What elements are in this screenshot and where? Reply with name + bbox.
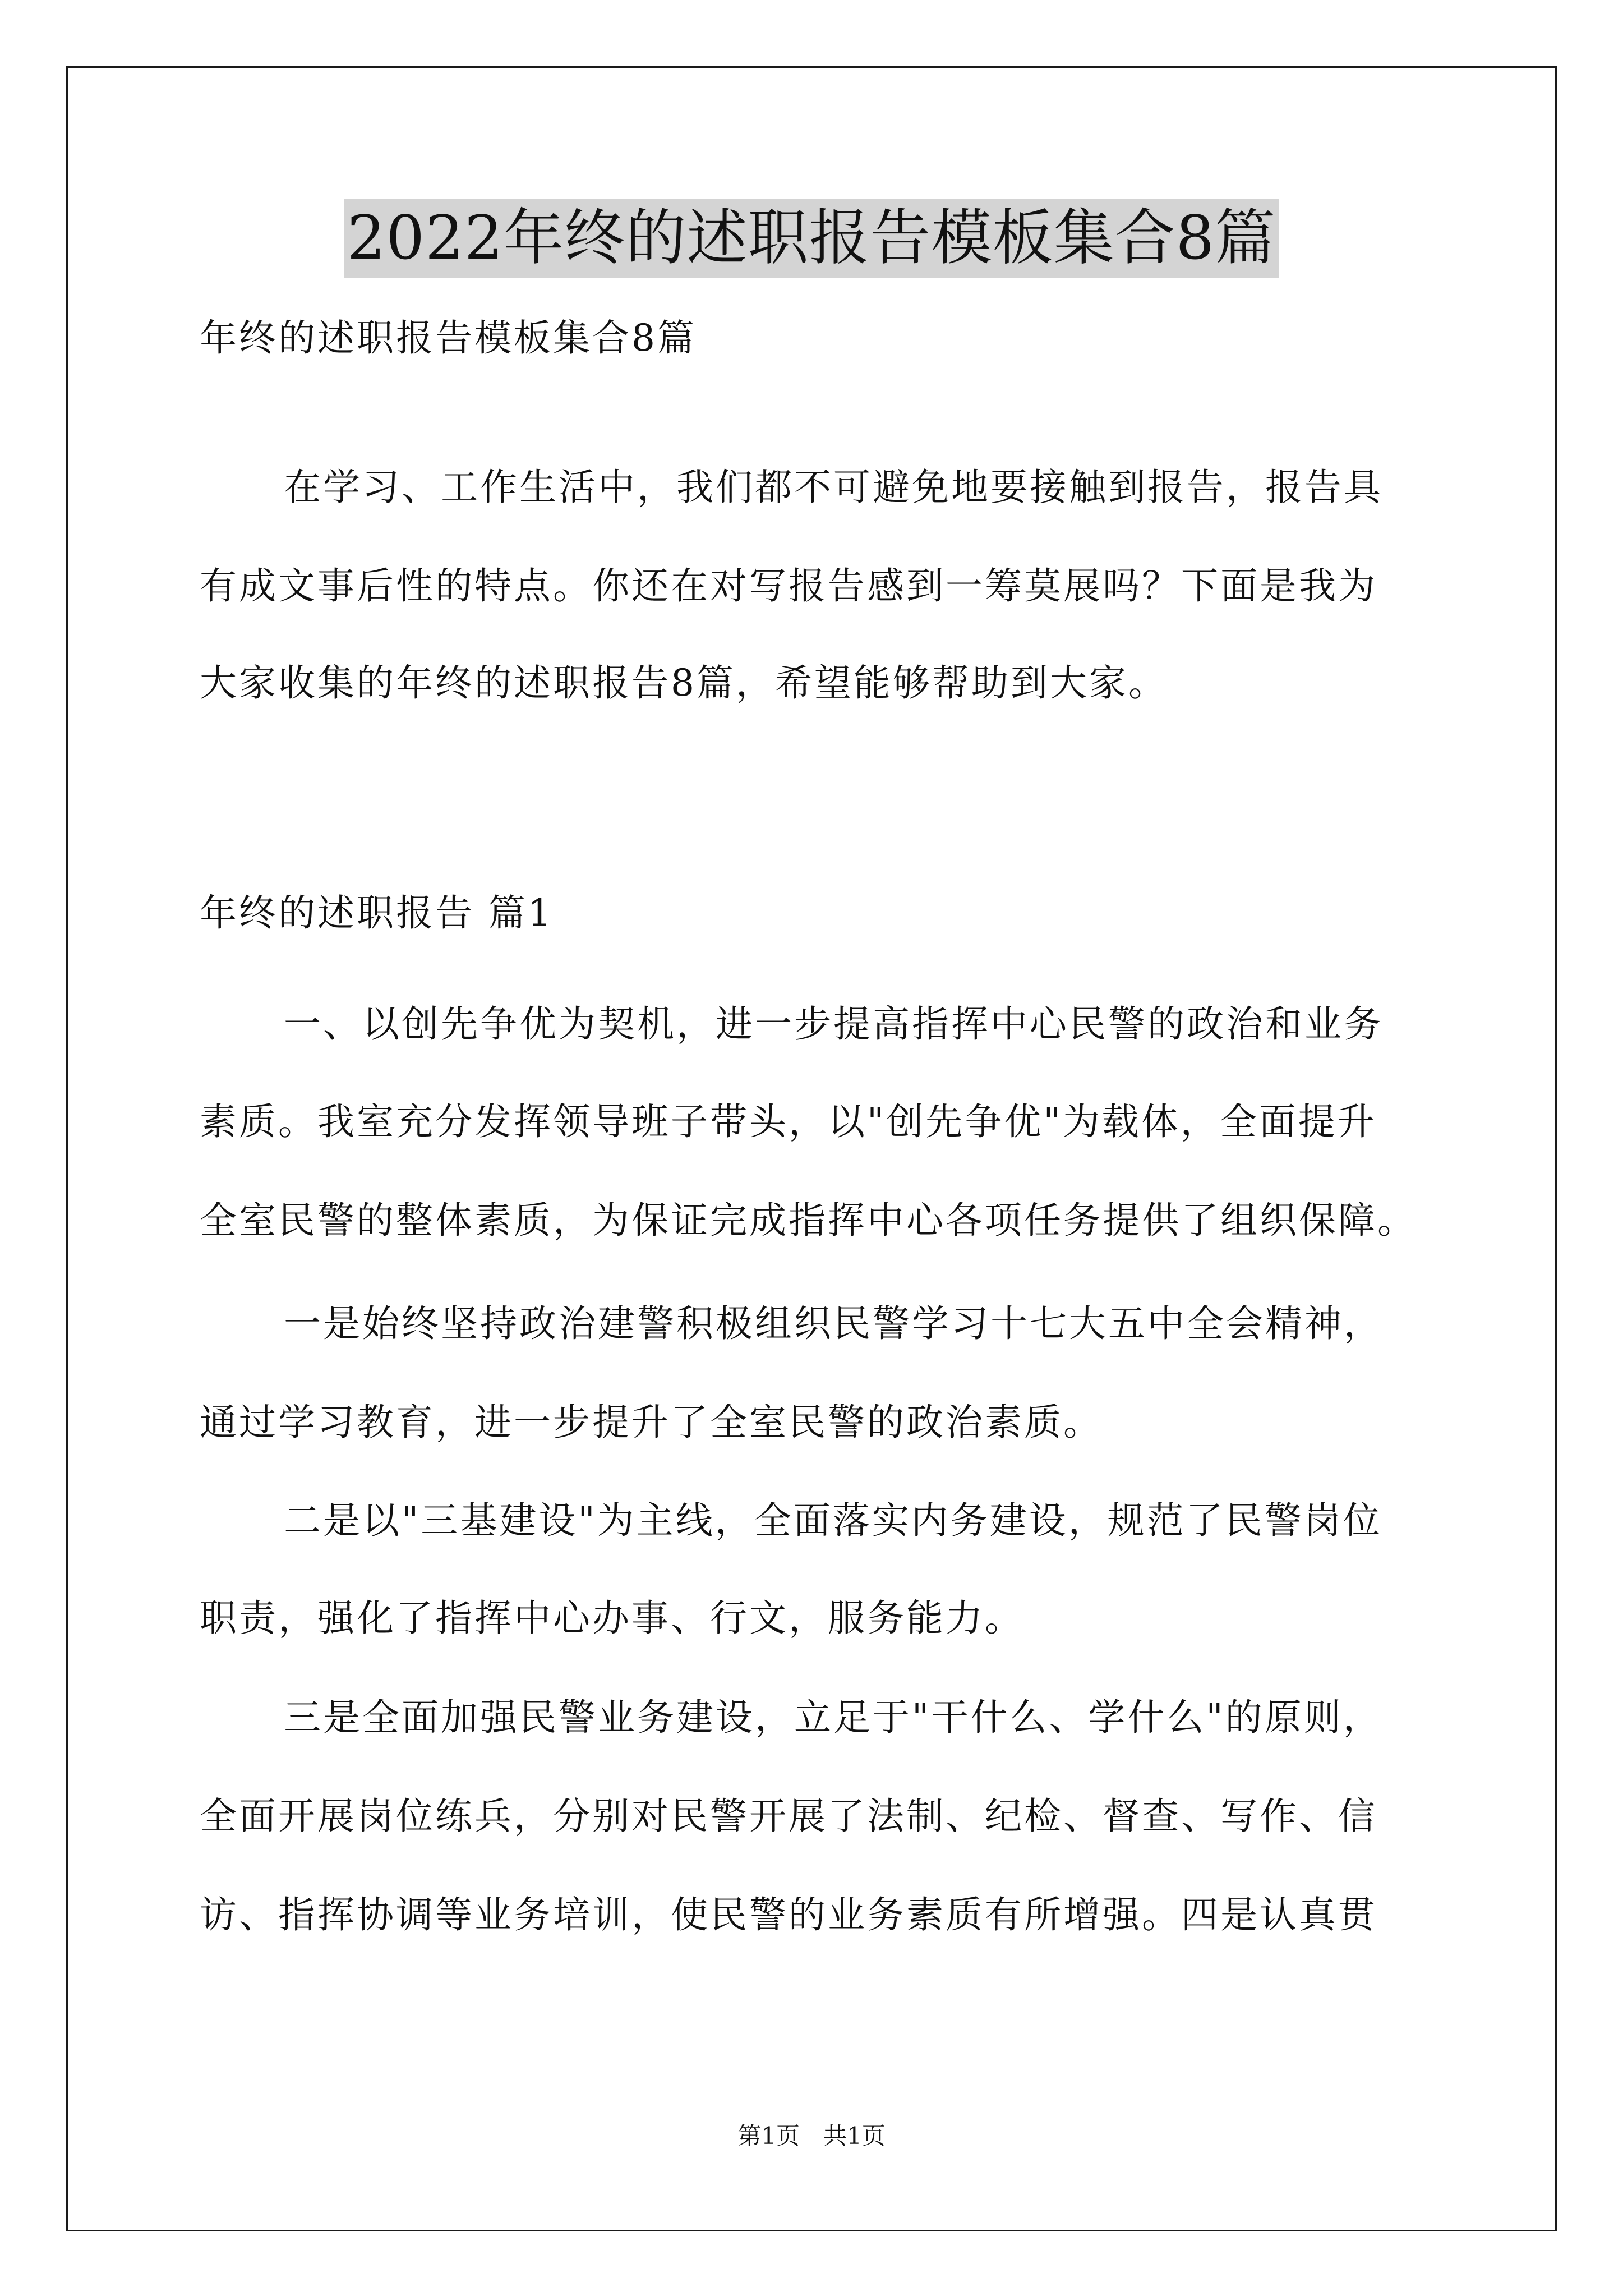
title-container <box>0 199 1623 278</box>
body-line-9: 全面开展岗位练兵，分别对民警开展了法制、纪检、督查、写作、信 <box>200 1795 1377 1838</box>
body-line-4: 一是始终坚持政治建警积极组织民警学习十七大五中全会精神， <box>284 1302 1383 1345</box>
body-line-2: 素质。我室充分发挥领导班子带头，以"创先争优"为载体，全面提升 <box>200 1100 1377 1143</box>
section-heading: 年终的述职报告 篇1 <box>200 891 554 935</box>
body-line-5: 通过学习教育，进一步提升了全室民警的政治素质。 <box>200 1401 1103 1444</box>
body-line-6: 二是以"三基建设"为主线，全面落实内务建设，规范了民警岗位 <box>284 1499 1382 1542</box>
body-line-1: 一、以创先争优为契机，进一步提高指挥中心民警的政治和业务 <box>284 1002 1383 1046</box>
document-subtitle: 年终的述职报告模板集合8篇 <box>200 316 697 360</box>
page-footer <box>0 2119 1623 2153</box>
intro-line-2: 有成文事后性的特点。你还在对写报告感到一筹莫展吗？下面是我为 <box>200 564 1377 608</box>
body-line-10: 访、指挥协调等业务培训，使民警的业务素质有所增强。四是认真贯 <box>200 1893 1377 1936</box>
body-line-8: 三是全面加强民警业务建设，立足于"干什么、学什么"的原则， <box>284 1696 1382 1739</box>
body-line-3: 全室民警的整体素质，为保证完成指挥中心各项任务提供了组织保障。 <box>200 1199 1417 1242</box>
document-title: 2022年终的述职报告模板集合8篇 <box>344 199 1280 278</box>
body-line-7: 职责，强化了指挥中心办事、行文，服务能力。 <box>200 1596 1024 1640</box>
intro-line-1: 在学习、工作生活中，我们都不可避免地要接触到报告，报告具 <box>284 466 1383 509</box>
page-number: 第1页 <box>737 2122 800 2150</box>
page-total: 共1页 <box>823 2122 886 2150</box>
intro-line-3: 大家收集的年终的述职报告8篇，希望能够帮助到大家。 <box>200 661 1168 705</box>
